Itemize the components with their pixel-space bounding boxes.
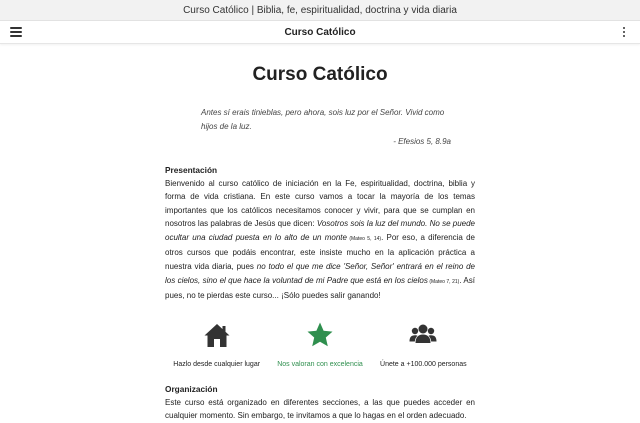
- app-title: Curso Católico: [284, 26, 356, 38]
- paragraph-text: . Por eso, a diferencia de otros cursos que podáis encontrar, este insiste mucho en la aplicación práctica a nuestra vida diaria, pues: [165, 232, 475, 272]
- star-icon: [306, 321, 334, 349]
- scripture-ref: (Mateo 7, 21): [427, 278, 460, 285]
- menu-button[interactable]: [8, 24, 24, 40]
- organizacion-paragraph: Este curso está organizado en diferentes secciones, a las que puedes acceder en cualquier momento. Sin embargo, te invitamos a que lo hagas en el orden adecuado.: [165, 397, 475, 421]
- scripture-citation: no todo el que me dice 'Señor, Señor' entrará en el reino de los cielos, sino el que hace la voluntad de mi Padre que está en los cielos: [165, 262, 475, 285]
- more-options-button[interactable]: [616, 24, 632, 40]
- feature-label: Únete a +100.000 personas: [380, 360, 467, 368]
- paragraph-text: Bienvenido al curso católico de iniciación en la Fe, espiritualidad, doctrina, biblia y forma de vida cristiana. En este curso vamos a tocar la mayoría de los temas importantes que los católicos necesitamos conocer y vivir, para que se cumplan en nosotros las palabras de Jesús que dicen:: [165, 178, 475, 229]
- app-bar: [0, 21, 640, 44]
- window-title-bar: [0, 0, 640, 21]
- kebab-icon: [623, 27, 625, 37]
- scripture-ref: (Mateo 5, 14): [346, 235, 382, 242]
- bible-quote: [201, 106, 451, 149]
- window-title: Curso Católico | Biblia, fe, espiritualidad, doctrina y vida diaria: [183, 4, 457, 16]
- feature-rating: [268, 321, 371, 368]
- feature-community: [372, 321, 475, 368]
- section-title-presentacion: Presentación: [165, 164, 218, 175]
- quote-reference: - Efesios 5, 8.9a: [393, 137, 451, 146]
- section-title-organizacion: Organización: [165, 383, 218, 394]
- paragraph-text: . Así pues, no te pierdas este curso... ¡Sólo puedes salir ganando!: [165, 275, 475, 301]
- feature-anywhere: [165, 321, 268, 368]
- presentacion-paragraph: [165, 177, 475, 303]
- scripture-citation: Vosotros sois la luz del mundo. No se puede ocultar una ciudad puesta en lo alto de un monte: [165, 219, 476, 242]
- main-content: [165, 44, 475, 423]
- home-icon: [203, 321, 231, 349]
- features-row: [165, 321, 475, 368]
- feature-label: Hazlo desde cualquier lugar: [173, 360, 261, 368]
- quote-text: Antes sí erais tinieblas, pero ahora, sois luz por el Señor. Vivid como hijos de la luz.: [201, 108, 445, 131]
- users-icon: [409, 321, 437, 349]
- feature-label: Nos valoran con excelencia: [277, 360, 363, 368]
- page-title: Curso Católico: [252, 64, 388, 85]
- menu-icon: [10, 27, 22, 37]
